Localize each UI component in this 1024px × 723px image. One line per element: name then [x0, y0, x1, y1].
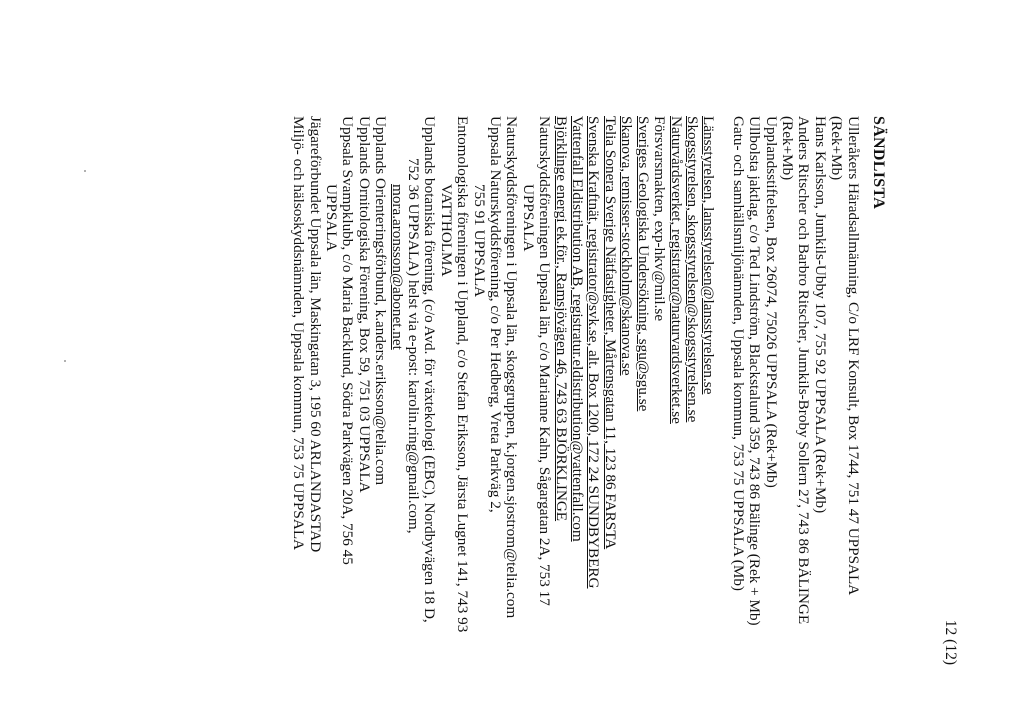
recipient-line: Björklinge energi ek.för., Ramsjövägen 46, 743 63 BJÖRKLINGE: [552, 116, 570, 522]
recipient-line: (Rek+Mb): [828, 116, 846, 181]
page-title: SÄNDLISTA: [870, 116, 887, 210]
recipient-line: 755 91 UPPSALA: [470, 184, 488, 298]
recipient-line: Länsstyrelsen, lansstyrelsen@lansstyrelsen.se: [700, 116, 718, 395]
recipient-line: Uppsala Svampklubb, c/o Maria Backlund, Södra Parkvägen 20A, 756 45: [339, 116, 357, 565]
recipient-line: Skogsstyrelsen, skogsstyrelsen@skogsstyrelsen.se: [683, 116, 701, 423]
recipients-registered-mail: [729, 116, 860, 706]
recipient-line: Telia Sonera Sverige Nätfastigheter, Mårtensgatan 11, 123 86 FARSTA: [601, 116, 619, 550]
recipient-line: mora.aronsson@abonet.net: [388, 184, 406, 350]
recipient-line: Naturskyddsföreningen i Uppsala län, skogsgruppen, k.jorgen.sjostrom@telia.com: [503, 116, 521, 619]
recipient-line: Gatu- och samhällsmiljönämnden, Uppsala kommun, 753 75 UPPSALA (Mb): [729, 116, 747, 591]
distribution-list: [277, 116, 886, 706]
recipient-line: VATTHOLMA: [437, 184, 455, 277]
recipient-line: (Rek+Mb): [778, 116, 796, 181]
recipient-line: Svenska Kraftnät, registrator@svk.se, alt. Box 1200, 172 24 SUNDBYBERG: [585, 116, 603, 589]
recipient-line: Ullbolsta jaktlag, c/o Ted Lindström, Blackstalund 359, 743 86 Bälinge (Rek + Mb): [746, 116, 764, 626]
page-number: 12 (12): [942, 619, 959, 665]
recipient-line: Anders Ritscher och Barbro Ritscher, Jumkils-Broby Sollern 27, 743 86 BÄLINGE: [795, 116, 813, 625]
recipient-line: UPPSALA: [323, 184, 340, 252]
scan-speck: [64, 360, 66, 362]
recipient-line: Naturskyddsföreningen Uppsala län, c/o Marianne Kahn, Sågargatan 2A, 753 17: [536, 116, 554, 606]
recipient-line: Försvarsmakten, exp-hkv@mil.se: [651, 116, 669, 322]
recipient-line: Entomologiska föreningen i Uppland, c/o Stefan Eriksson, Järsta Lugnet 141, 743 93: [454, 116, 472, 633]
recipient-line: Sveriges Geologiska Undersökning, sgu@sgu.se: [634, 116, 652, 412]
recipient-line: Ulleråkers Häradsallmänning, C/o LRF Konsult, Box 1744, 751 47 UPPSALA: [844, 116, 862, 596]
recipient-line: Upplands botaniska förening, (c/o Avd. för växtekologi (EBC), Nordbyvägen 18 D,: [421, 116, 439, 623]
recipient-line: Skanova, remisser-stockholm@skanova.se: [618, 116, 636, 376]
recipient-line: Uppsala Naturskyddsförening, c/o Per Hedberg, Vreta Parkväg 2,: [487, 116, 505, 513]
recipient-line: Naturvårdsverket, registrator@naturvardsverket.se: [667, 116, 685, 424]
recipient-line: 752 36 UPPSALA) helst via e-post: karolin.ring@gmail.com,: [405, 158, 423, 534]
recipient-line: Hans Karlsson, Jumkils-Ubby 107, 755 92 UPPSALA (Rek+Mb): [811, 116, 829, 514]
recipient-line: Upplandsstiftelsen, Box 26074, 75026 UPPSALA (Rek+Mb): [762, 116, 780, 488]
recipient-line: Upplands Orienteringsförbund, k.anders.eriksson@telia.com: [372, 116, 390, 486]
recipient-line: Miljö- och hälsoskyddsnämnden, Uppsala kommun, 753 75 UPPSALA: [290, 116, 308, 551]
recipient-line: Vattenfall Eldistribution AB, registratur.eldistribution@vattenfall.com: [569, 116, 587, 542]
recipient-line: UPPSALA: [519, 184, 537, 252]
scan-speck: [84, 170, 86, 172]
recipient-line: Jägareförbundet Uppsala län, Maskingatan 3, 195 60 ARLANDASTAD: [306, 116, 324, 553]
recipient-line: Upplands Ornitologiska Förening, Box 59, 751 03 UPPSALA: [355, 116, 373, 493]
recipients-authorities-and-organisations: [290, 116, 717, 706]
